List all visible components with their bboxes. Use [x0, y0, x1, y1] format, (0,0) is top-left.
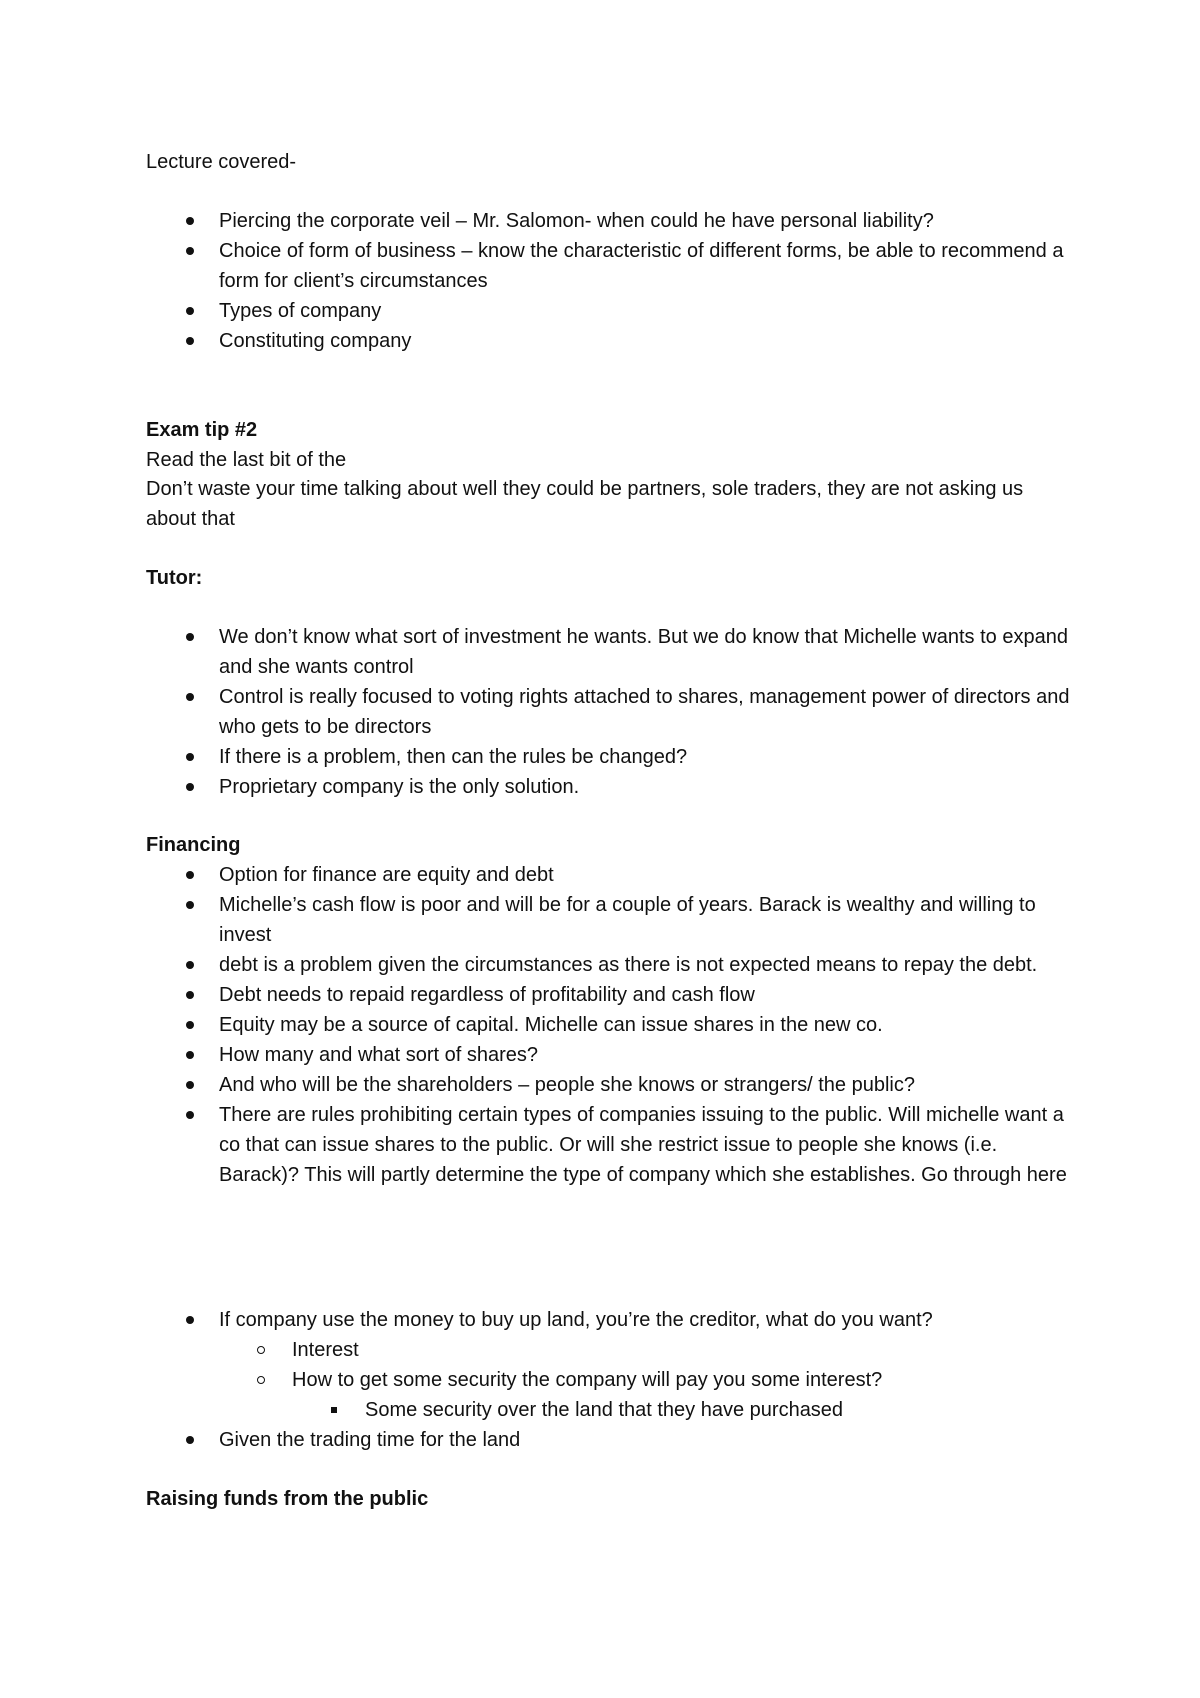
square-bullet-icon — [331, 1407, 337, 1413]
bullet-icon — [186, 871, 194, 879]
bullet-icon — [186, 753, 194, 761]
list-item: Michelle’s cash flow is poor and will be for a couple of years. Barack is wealthy and willing to invest — [146, 890, 1076, 950]
list-item: Given the trading time for the land — [146, 1425, 1076, 1455]
list-item: Piercing the corporate veil – Mr. Salomon- when could he have personal liability? — [146, 206, 1076, 236]
circle-bullet-icon — [257, 1346, 265, 1354]
financing-heading: Financing — [146, 834, 241, 856]
financing-list-container — [146, 860, 1076, 1190]
exam-tip-heading: Exam tip #2 — [146, 419, 258, 441]
list-item: There are rules prohibiting certain types of companies issuing to the public. Will michelle want a co that can issue shares to the public. Or will she restrict issue to people she knows (i.e. Barack)? This will partly determine the type of company which she establishes. Go through here — [146, 1100, 1076, 1190]
financing-list — [146, 860, 1076, 1190]
bullet-icon — [186, 307, 194, 315]
tutor-list — [146, 622, 1076, 802]
lecture-list-container — [146, 206, 1076, 356]
raising-funds-heading: Raising funds from the public — [146, 1488, 429, 1510]
tutor-heading: Tutor: — [146, 567, 203, 589]
sub-list-item: Interest — [146, 1335, 1076, 1365]
bullet-icon — [186, 991, 194, 999]
bullet-icon — [186, 633, 194, 641]
bullet-icon — [186, 961, 194, 969]
list-item: Constituting company — [146, 326, 1076, 356]
bullet-icon — [186, 1051, 194, 1059]
list-item: Option for finance are equity and debt — [146, 860, 1076, 890]
list-item: If company use the money to buy up land, you’re the creditor, what do you want? — [146, 1305, 1076, 1335]
creditor-subsublist — [146, 1395, 1076, 1425]
creditor-list-2 — [146, 1425, 1076, 1455]
bullet-icon — [186, 247, 194, 255]
bullet-icon — [186, 1436, 194, 1444]
exam-tip-line-2: Don’t waste your time talking about well they could be partners, sole traders, they are not asking us about that — [146, 478, 1024, 530]
circle-bullet-icon — [257, 1376, 265, 1384]
list-item: Proprietary company is the only solution. — [146, 772, 1076, 802]
bullet-icon — [186, 783, 194, 791]
bullet-icon — [186, 1081, 194, 1089]
creditor-sublist — [146, 1335, 1076, 1395]
bullet-icon — [186, 217, 194, 225]
list-item: We don’t know what sort of investment he wants. But we do know that Michelle wants to expand and she wants control — [146, 622, 1076, 682]
lecture-list — [146, 206, 1076, 356]
list-item: Choice of form of business – know the characteristic of different forms, be able to recommend a form for client’s circumstances — [146, 236, 1076, 296]
list-item: And who will be the shareholders – people she knows or strangers/ the public? — [146, 1070, 1076, 1100]
list-item: Control is really focused to voting rights attached to shares, management power of directors and who gets to be directors — [146, 682, 1076, 742]
list-item: Debt needs to repaid regardless of profitability and cash flow — [146, 980, 1076, 1010]
bullet-icon — [186, 1111, 194, 1119]
list-item: If there is a problem, then can the rules be changed? — [146, 742, 1076, 772]
lecture-heading: Lecture covered- — [146, 151, 297, 173]
exam-tip-line-1: Read the last bit of the — [146, 449, 347, 471]
list-item: Equity may be a source of capital. Michelle can issue shares in the new co. — [146, 1010, 1076, 1040]
creditor-list — [146, 1305, 1076, 1335]
sub-list-item: How to get some security the company will pay you some interest? — [146, 1365, 1076, 1395]
list-item: Types of company — [146, 296, 1076, 326]
sub-sub-list-item: Some security over the land that they have purchased — [146, 1395, 1076, 1425]
creditor-list-container — [146, 1305, 1076, 1455]
bullet-icon — [186, 1021, 194, 1029]
bullet-icon — [186, 1316, 194, 1324]
list-item: How many and what sort of shares? — [146, 1040, 1076, 1070]
bullet-icon — [186, 901, 194, 909]
tutor-list-container — [146, 622, 1076, 802]
list-item: debt is a problem given the circumstances as there is not expected means to repay the debt. — [146, 950, 1076, 980]
bullet-icon — [186, 693, 194, 701]
bullet-icon — [186, 337, 194, 345]
